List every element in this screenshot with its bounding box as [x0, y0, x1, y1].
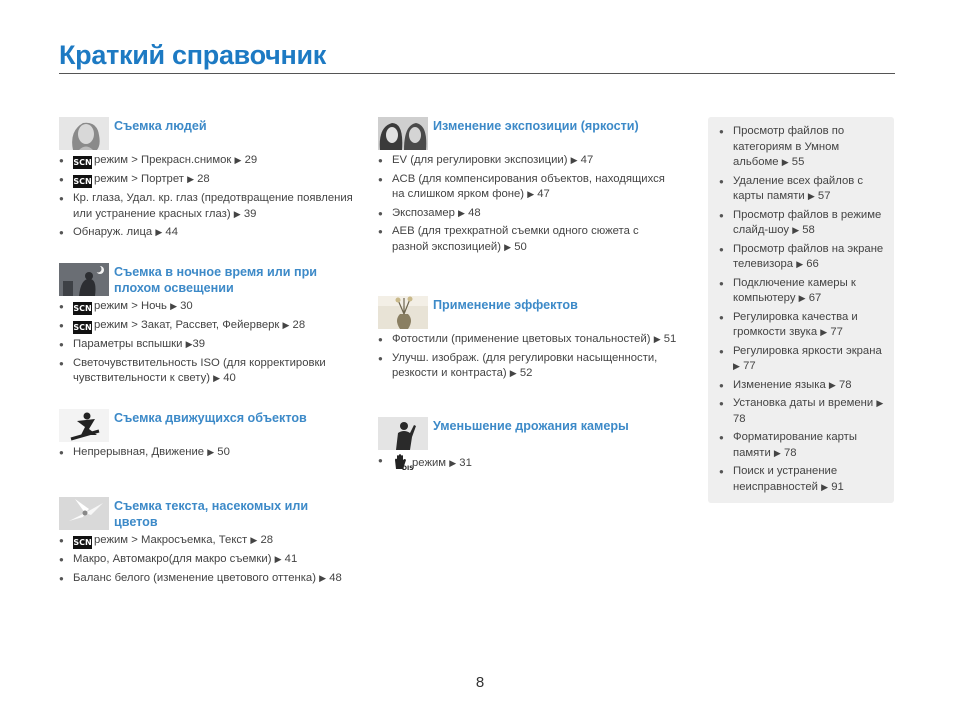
page-ref-arrow-icon: ▶ — [185, 339, 193, 349]
section-title: Съемка людей — [114, 119, 207, 133]
item-text: Макро, Автомакро(для макро съемки) — [73, 553, 272, 565]
page-reference[interactable]: 57 — [817, 190, 831, 202]
list-item — [59, 299, 359, 315]
page-reference[interactable]: 51 — [663, 333, 677, 345]
page-reference[interactable]: 39 — [243, 207, 257, 220]
list-item — [59, 153, 359, 169]
page-reference[interactable]: 28 — [260, 534, 274, 546]
list-item — [59, 318, 359, 334]
snowboarder-photo-icon — [59, 409, 109, 442]
section-list — [59, 533, 359, 586]
scn-mode-icon: SCN — [73, 304, 92, 313]
item-text: Просмотр файлов в режиме слайд-шоу — [733, 208, 882, 236]
item-text: Подключение камеры к компьютеру — [733, 276, 856, 304]
list-item — [719, 124, 886, 171]
page-reference[interactable]: 47 — [580, 154, 594, 166]
page-reference[interactable]: 77 — [743, 360, 756, 372]
page-ref-arrow-icon: ▶ — [187, 174, 194, 184]
list-item — [719, 208, 886, 239]
item-text: AEB (для трехкратной съемки одного сюжета с разной экспозицией) — [392, 225, 639, 253]
item-text: Улучш. изображ. (для регулировки насыщенности, резкости и контраста) — [392, 351, 658, 379]
section-title: Съемка текста, насекомых или цветов — [114, 499, 309, 529]
page-ref-arrow-icon: ▶ — [458, 207, 465, 218]
section-effects — [378, 296, 678, 385]
section-list — [378, 453, 678, 477]
item-text: Экспозамер — [392, 206, 455, 219]
list-item — [59, 172, 359, 188]
page-ref-arrow-icon: ▶ — [233, 208, 241, 219]
item-text: Параметры вспышки — [73, 338, 183, 350]
page-reference[interactable]: 31 — [459, 457, 472, 469]
section-title: Изменение экспозиции (яркости) — [433, 119, 639, 133]
item-text: Баланс белого (изменение цветового оттенка) — [73, 571, 316, 584]
list-item — [59, 225, 359, 241]
page-reference[interactable]: 41 — [284, 553, 298, 565]
page-number: 8 — [475, 674, 485, 691]
page-ref-arrow-icon: ▶ — [781, 157, 789, 167]
list-item — [378, 172, 678, 203]
section-title: Съемка в ночное время или при плохом освещении — [114, 265, 318, 295]
page-ref-arrow-icon: ▶ — [319, 572, 327, 583]
page-reference[interactable]: 50 — [217, 446, 230, 458]
flower-photo-icon — [59, 497, 109, 530]
page-ref-arrow-icon: ▶ — [807, 191, 815, 201]
list-item — [719, 396, 886, 427]
section-title: Съемка движущихся объектов — [114, 411, 307, 425]
section-list — [59, 445, 359, 461]
page-ref-arrow-icon: ▶ — [449, 458, 457, 468]
page-reference[interactable]: 67 — [808, 292, 822, 304]
page-reference[interactable]: 48 — [329, 571, 342, 584]
page-reference[interactable]: 47 — [537, 188, 550, 200]
item-text: Обнаруж. лица — [73, 226, 153, 238]
page-ref-arrow-icon: ▶ — [250, 535, 258, 545]
section-people — [59, 117, 359, 244]
sidebar-panel — [708, 117, 894, 503]
section-title: Применение эффектов — [433, 298, 578, 312]
item-text: Удаление всех файлов с карты памяти — [733, 174, 864, 202]
page-reference[interactable]: 40 — [223, 372, 236, 384]
page-ref-arrow-icon: ▶ — [796, 259, 804, 269]
page-reference[interactable]: 52 — [519, 367, 533, 379]
section-motion — [59, 409, 359, 464]
section-list — [378, 153, 678, 255]
item-text: Регулировка яркости экрана — [733, 344, 882, 357]
page-reference[interactable]: 50 — [514, 240, 527, 253]
page-reference[interactable]: 30 — [180, 300, 193, 312]
page-reference[interactable]: 77 — [830, 326, 843, 338]
item-text: ACB (для компенсирования объектов, находящихся на слишком ярком фоне) — [392, 172, 665, 200]
page-ref-arrow-icon: ▶ — [570, 155, 578, 165]
page-ref-arrow-icon: ▶ — [213, 373, 221, 383]
item-text: Непрерывная, Движение — [73, 446, 205, 458]
page-ref-arrow-icon: ▶ — [821, 481, 829, 492]
page-ref-arrow-icon: ▶ — [282, 320, 290, 330]
page-ref-arrow-icon: ▶ — [207, 447, 215, 457]
list-item — [59, 533, 359, 549]
list-item — [719, 344, 886, 375]
page-ref-arrow-icon: ▶ — [653, 334, 661, 344]
page-title: Краткий справочник — [59, 40, 327, 70]
page-reference[interactable]: 28 — [197, 173, 210, 185]
item-text: Изменение языка — [733, 378, 826, 391]
page-ref-arrow-icon: ▶ — [792, 225, 800, 235]
page-reference[interactable]: 78 — [838, 378, 852, 391]
page-ref-arrow-icon: ▶ — [155, 227, 163, 237]
list-item — [59, 571, 359, 587]
page-ref-arrow-icon: ▶ — [828, 379, 836, 390]
scn-mode-icon: SCN — [73, 323, 92, 332]
page-reference[interactable]: 48 — [468, 206, 481, 219]
page-ref-arrow-icon: ▶ — [733, 361, 740, 371]
item-text: Кр. глаза, Удал. кр. глаз (предотвращение появления или устранение красных глаз) — [73, 192, 353, 220]
item-text: режим — [412, 457, 447, 469]
couple-portrait-photo-icon — [378, 117, 428, 150]
page-reference[interactable]: 39 — [192, 338, 206, 350]
item-text: режим > Прекрасн.снимок — [94, 154, 232, 166]
section-list — [59, 299, 359, 387]
section-stabilization — [378, 417, 678, 480]
page-ref-arrow-icon: ▶ — [773, 447, 781, 458]
list-item — [378, 206, 678, 222]
page-ref-arrow-icon: ▶ — [876, 398, 884, 408]
night-moon-photo-icon — [59, 263, 109, 296]
sidebar-list — [708, 117, 894, 495]
page-ref-arrow-icon: ▶ — [274, 554, 282, 564]
page-ref-arrow-icon: ▶ — [170, 301, 177, 311]
item-text: режим > Портрет — [94, 173, 184, 185]
section-title: Уменьшение дрожания камеры — [433, 419, 629, 433]
page-reference[interactable]: 91 — [831, 480, 844, 493]
page-reference[interactable]: 78 — [783, 446, 797, 459]
item-text: Форматирование карты памяти — [733, 431, 857, 459]
section-list — [59, 153, 359, 241]
item-text: режим > Закат, Рассвет, Фейерверк — [94, 319, 280, 331]
list-item — [719, 276, 886, 307]
page-ref-arrow-icon: ▶ — [820, 327, 828, 337]
svg-text:DIS: ● DIS — [402, 465, 414, 472]
page-ref-arrow-icon: ▶ — [504, 241, 512, 252]
page-reference[interactable]: 44 — [165, 226, 178, 238]
page-ref-arrow-icon: ▶ — [509, 368, 517, 378]
list-item — [59, 445, 359, 461]
list-item — [719, 430, 886, 461]
list-item — [378, 351, 678, 382]
item-text: Просмотр файлов по категориям в Умном альбоме — [733, 125, 845, 168]
dis-hand-icon — [392, 453, 414, 477]
section-night — [59, 263, 359, 390]
item-text: Светочувствительность ISO (для корректировки чувствительности к свету) — [73, 356, 326, 384]
list-item — [378, 224, 678, 255]
item-text: Поиск и устранение неисправностей — [733, 465, 838, 493]
list-item — [719, 464, 886, 495]
scn-mode-icon: SCN — [73, 538, 92, 547]
page-ref-arrow-icon: ▶ — [798, 293, 806, 303]
page-reference[interactable]: 28 — [292, 319, 306, 331]
list-item — [59, 191, 359, 222]
list-item — [719, 378, 886, 394]
list-item — [378, 153, 678, 169]
page-reference[interactable]: 29 — [244, 154, 258, 166]
item-text: Регулировка качества и громкости звука — [733, 310, 858, 338]
section-macro — [59, 497, 359, 589]
item-text: EV (для регулировки экспозиции) — [392, 154, 568, 166]
list-item — [378, 332, 678, 348]
scn-mode-icon: SCN — [73, 158, 92, 167]
item-text: Установка даты и времени — [733, 397, 874, 409]
man-silhouette-photo-icon — [378, 417, 428, 450]
vase-photo-icon — [378, 296, 428, 329]
scn-mode-icon: SCN — [73, 177, 92, 186]
section-list — [378, 332, 678, 382]
page-reference[interactable]: 78 — [733, 412, 746, 425]
list-item — [59, 337, 359, 353]
list-item — [378, 453, 678, 477]
woman-portrait-photo-icon — [59, 117, 109, 150]
list-item — [719, 310, 886, 341]
item-text: Просмотр файлов на экране телевизора — [733, 242, 884, 270]
item-text: режим > Макросъемка, Текст — [94, 534, 248, 546]
item-text: режим > Ночь — [94, 300, 167, 312]
page-reference[interactable]: 66 — [806, 258, 819, 270]
title-divider — [59, 73, 895, 74]
page-reference[interactable]: 55 — [791, 156, 805, 168]
item-text: Фотостили (применение цветовых тональностей) — [392, 333, 651, 345]
list-item — [59, 356, 359, 387]
list-item — [59, 552, 359, 568]
page-reference[interactable]: 58 — [802, 224, 815, 236]
page-ref-arrow-icon: ▶ — [527, 189, 535, 199]
list-item — [719, 242, 886, 273]
page-ref-arrow-icon: ▶ — [234, 155, 242, 165]
section-exposure — [378, 117, 678, 258]
list-item — [719, 174, 886, 205]
